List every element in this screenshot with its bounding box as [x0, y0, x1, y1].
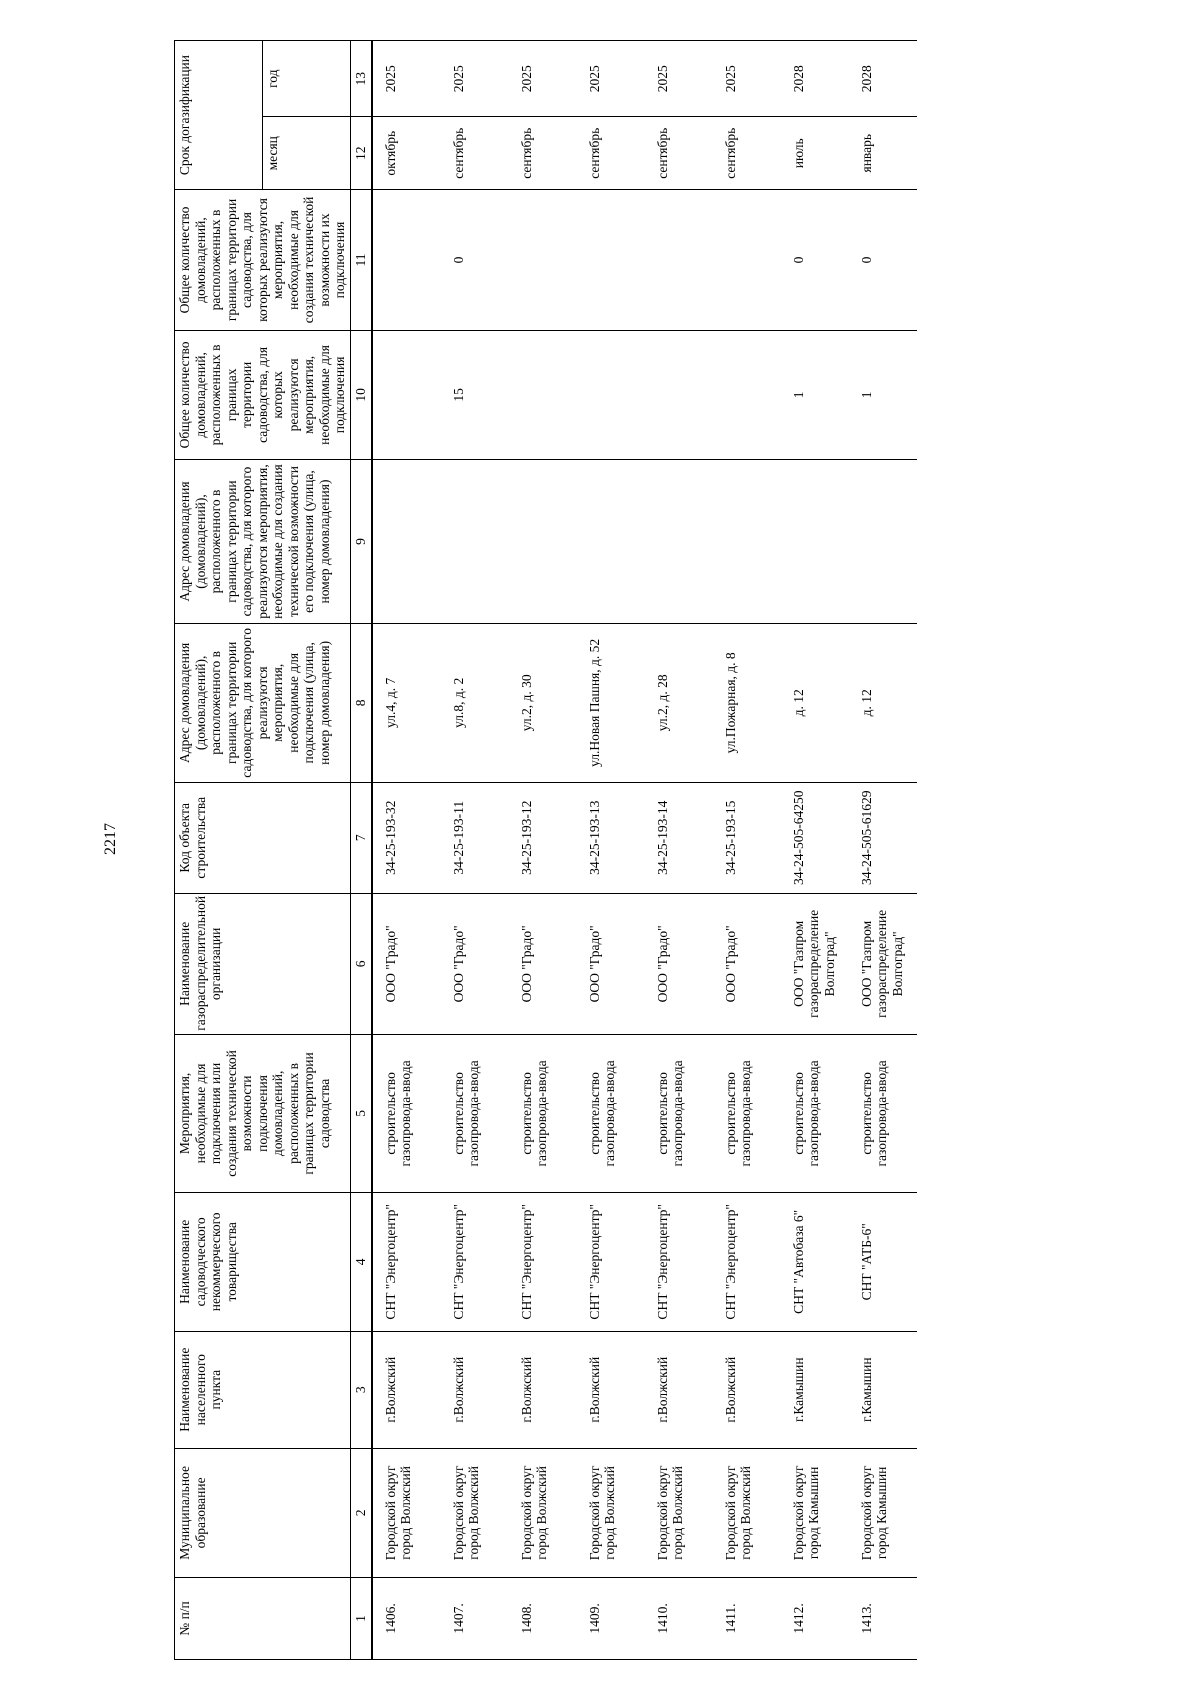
measures: строительство газопровода-ввода [645, 1034, 713, 1192]
deadline-month: сентябрь [441, 117, 509, 190]
deadline-year: 2025 [645, 41, 713, 117]
deadline-month: сентябрь [713, 117, 781, 190]
measures: строительство газопровода-ввода [781, 1034, 849, 1192]
snt-name: СНТ "Энергоцентр" [372, 1193, 441, 1331]
settlement: г.Волжский [509, 1331, 577, 1448]
row-number: 1410. [645, 1577, 713, 1659]
table-body [372, 41, 917, 1660]
object-code: 34-25-193-32 [372, 782, 441, 893]
object-code: 34-25-193-12 [509, 782, 577, 893]
address-connection: ул.8, д. 2 [441, 624, 509, 782]
gas-org: ООО "Газпром газораспределение Волгоград" [781, 893, 849, 1034]
row-number: 1406. [372, 1577, 441, 1659]
gasification-table [174, 40, 917, 1660]
deadline-month: январь [849, 117, 917, 190]
col-number: 9 [350, 459, 372, 623]
settlement: г.Волжский [577, 1331, 645, 1448]
header-deadline: Срок догазификации [175, 41, 263, 190]
deadline-month: июль [781, 117, 849, 190]
count-connection: 1 [781, 330, 849, 459]
snt-name: СНТ "Энергоцентр" [645, 1193, 713, 1331]
snt-name: СНТ "Автобаза 6" [781, 1193, 849, 1331]
header-municipality: Муниципальное образование [175, 1448, 351, 1577]
measures: строительство газопровода-ввода [577, 1034, 645, 1192]
municipality: Городской округ город Волжский [441, 1448, 509, 1577]
measures: строительство газопровода-ввода [441, 1034, 509, 1192]
rotated-table-container [174, 40, 1084, 1660]
snt-name: СНТ "Энергоцентр" [577, 1193, 645, 1331]
col-number: 11 [350, 190, 372, 331]
count-connection [713, 330, 781, 459]
settlement: г.Волжский [372, 1331, 441, 1448]
row-number: 1407. [441, 1577, 509, 1659]
address-connection: ул.2, д. 30 [509, 624, 577, 782]
snt-name: СНТ "АТБ-6" [849, 1193, 917, 1331]
col-number: 4 [350, 1193, 372, 1331]
municipality: Городской округ город Волжский [577, 1448, 645, 1577]
count-capability: 0 [849, 190, 917, 331]
table-row [849, 41, 917, 1660]
deadline-month: сентябрь [509, 117, 577, 190]
header-month: месяц [262, 117, 350, 190]
page-number: 2217 [102, 823, 119, 855]
address-capability [372, 459, 441, 623]
deadline-year: 2025 [713, 41, 781, 117]
col-number: 13 [350, 41, 372, 117]
header-address-connection: Адрес домовладения (домовладений), расположенного в границах территории садоводства, для которого реализуются мероприятия, необходимые для подключения (улица, номер домовладения) [175, 624, 351, 782]
count-connection: 15 [441, 330, 509, 459]
count-capability [372, 190, 441, 331]
gas-org: ООО "Градо" [509, 893, 577, 1034]
header-count-connection: Общее количество домовладений, расположенных в границах территории садоводства, для которых реализуются мероприятия, необходимые для подключения [175, 330, 351, 459]
settlement: г.Камышин [781, 1331, 849, 1448]
measures: строительство газопровода-ввода [849, 1034, 917, 1192]
table-row [509, 41, 577, 1660]
snt-name: СНТ "Энергоцентр" [713, 1193, 781, 1331]
settlement: г.Волжский [713, 1331, 781, 1448]
address-connection: д. 12 [781, 624, 849, 782]
table-row [781, 41, 849, 1660]
deadline-year: 2028 [849, 41, 917, 117]
address-capability [849, 459, 917, 623]
row-number: 1411. [713, 1577, 781, 1659]
count-capability: 0 [781, 190, 849, 331]
municipality: Городской округ город Волжский [645, 1448, 713, 1577]
snt-name: СНТ "Энергоцентр" [441, 1193, 509, 1331]
col-number: 10 [350, 330, 372, 459]
table-row [441, 41, 509, 1660]
count-connection [509, 330, 577, 459]
address-capability [781, 459, 849, 623]
row-number: 1413. [849, 1577, 917, 1659]
row-number: 1408. [509, 1577, 577, 1659]
municipality: Городской округ город Волжский [713, 1448, 781, 1577]
header-gas-org: Наименование газораспределительной организации [175, 893, 351, 1034]
table-row [713, 41, 781, 1660]
address-capability [509, 459, 577, 623]
header-address-capability: Адрес домовладения (домовладений), расположенного в границах территории садоводства, для которого реализуются мероприятия, необходимые для создания технической возможности его подключения (улица, номер домовладения) [175, 459, 351, 623]
count-capability [509, 190, 577, 331]
header-measures: Мероприятия, необходимые для подключения или создания технической возможности подключения домовладений, расположенных в границах территории садоводства [175, 1034, 351, 1192]
count-connection: 1 [849, 330, 917, 459]
header-snt: Наименование садоводческого некоммерческого товарищества [175, 1193, 351, 1331]
table-row [372, 41, 441, 1660]
address-capability [713, 459, 781, 623]
municipality: Городской округ город Волжский [372, 1448, 441, 1577]
address-capability [441, 459, 509, 623]
count-capability [577, 190, 645, 331]
settlement: г.Волжский [645, 1331, 713, 1448]
header-count-capability: Общее количество домовладений, расположенных в границах территории садоводства, для которых реализуются мероприятия, необходимые для создания технической возможности их подключения [175, 190, 351, 331]
gas-org: ООО "Градо" [645, 893, 713, 1034]
count-connection [372, 330, 441, 459]
object-code: 34-25-193-15 [713, 782, 781, 893]
municipality: Городской округ город Камышин [781, 1448, 849, 1577]
settlement: г.Волжский [441, 1331, 509, 1448]
gas-org: ООО "Градо" [577, 893, 645, 1034]
count-capability: 0 [441, 190, 509, 331]
col-number: 6 [350, 893, 372, 1034]
gas-org: ООО "Газпром газораспределение Волгоград" [849, 893, 917, 1034]
header-year: год [262, 41, 350, 117]
col-number: 1 [350, 1577, 372, 1659]
address-connection: ул.4, д. 7 [372, 624, 441, 782]
address-connection: д. 12 [849, 624, 917, 782]
address-connection: ул.2, д. 28 [645, 624, 713, 782]
deadline-month: сентябрь [645, 117, 713, 190]
col-number: 7 [350, 782, 372, 893]
row-number: 1412. [781, 1577, 849, 1659]
col-number: 12 [350, 117, 372, 190]
count-capability [645, 190, 713, 331]
row-number: 1409. [577, 1577, 645, 1659]
col-number: 3 [350, 1331, 372, 1448]
address-connection: ул.Новая Пашня, д. 52 [577, 624, 645, 782]
count-connection [577, 330, 645, 459]
address-capability [577, 459, 645, 623]
object-code: 34-25-193-11 [441, 782, 509, 893]
deadline-year: 2025 [577, 41, 645, 117]
gas-org: ООО "Градо" [372, 893, 441, 1034]
municipality: Городской округ город Камышин [849, 1448, 917, 1577]
count-capability [713, 190, 781, 331]
deadline-year: 2025 [441, 41, 509, 117]
object-code: 34-24-505-61629 [849, 782, 917, 893]
col-number: 5 [350, 1034, 372, 1192]
object-code: 34-25-193-13 [577, 782, 645, 893]
measures: строительство газопровода-ввода [509, 1034, 577, 1192]
deadline-month: сентябрь [577, 117, 645, 190]
gas-org: ООО "Градо" [441, 893, 509, 1034]
count-connection [645, 330, 713, 459]
measures: строительство газопровода-ввода [713, 1034, 781, 1192]
address-capability [645, 459, 713, 623]
gas-org: ООО "Градо" [713, 893, 781, 1034]
table-row [645, 41, 713, 1660]
header-num: № п/п [175, 1577, 351, 1659]
snt-name: СНТ "Энергоцентр" [509, 1193, 577, 1331]
municipality: Городской округ город Волжский [509, 1448, 577, 1577]
measures: строительство газопровода-ввода [372, 1034, 441, 1192]
address-connection: ул.Пожарная, д. 8 [713, 624, 781, 782]
deadline-year: 2025 [509, 41, 577, 117]
settlement: г.Камышин [849, 1331, 917, 1448]
deadline-year: 2025 [372, 41, 441, 117]
object-code: 34-24-505-64250 [781, 782, 849, 893]
table-row [577, 41, 645, 1660]
deadline-month: октябрь [372, 117, 441, 190]
col-number: 8 [350, 624, 372, 782]
deadline-year: 2028 [781, 41, 849, 117]
col-number: 2 [350, 1448, 372, 1577]
header-settlement: Наименование населенного пункта [175, 1331, 351, 1448]
table-header [175, 41, 372, 1660]
header-object-code: Код объекта строительства [175, 782, 351, 893]
object-code: 34-25-193-14 [645, 782, 713, 893]
column-numbers-row [350, 41, 372, 1660]
